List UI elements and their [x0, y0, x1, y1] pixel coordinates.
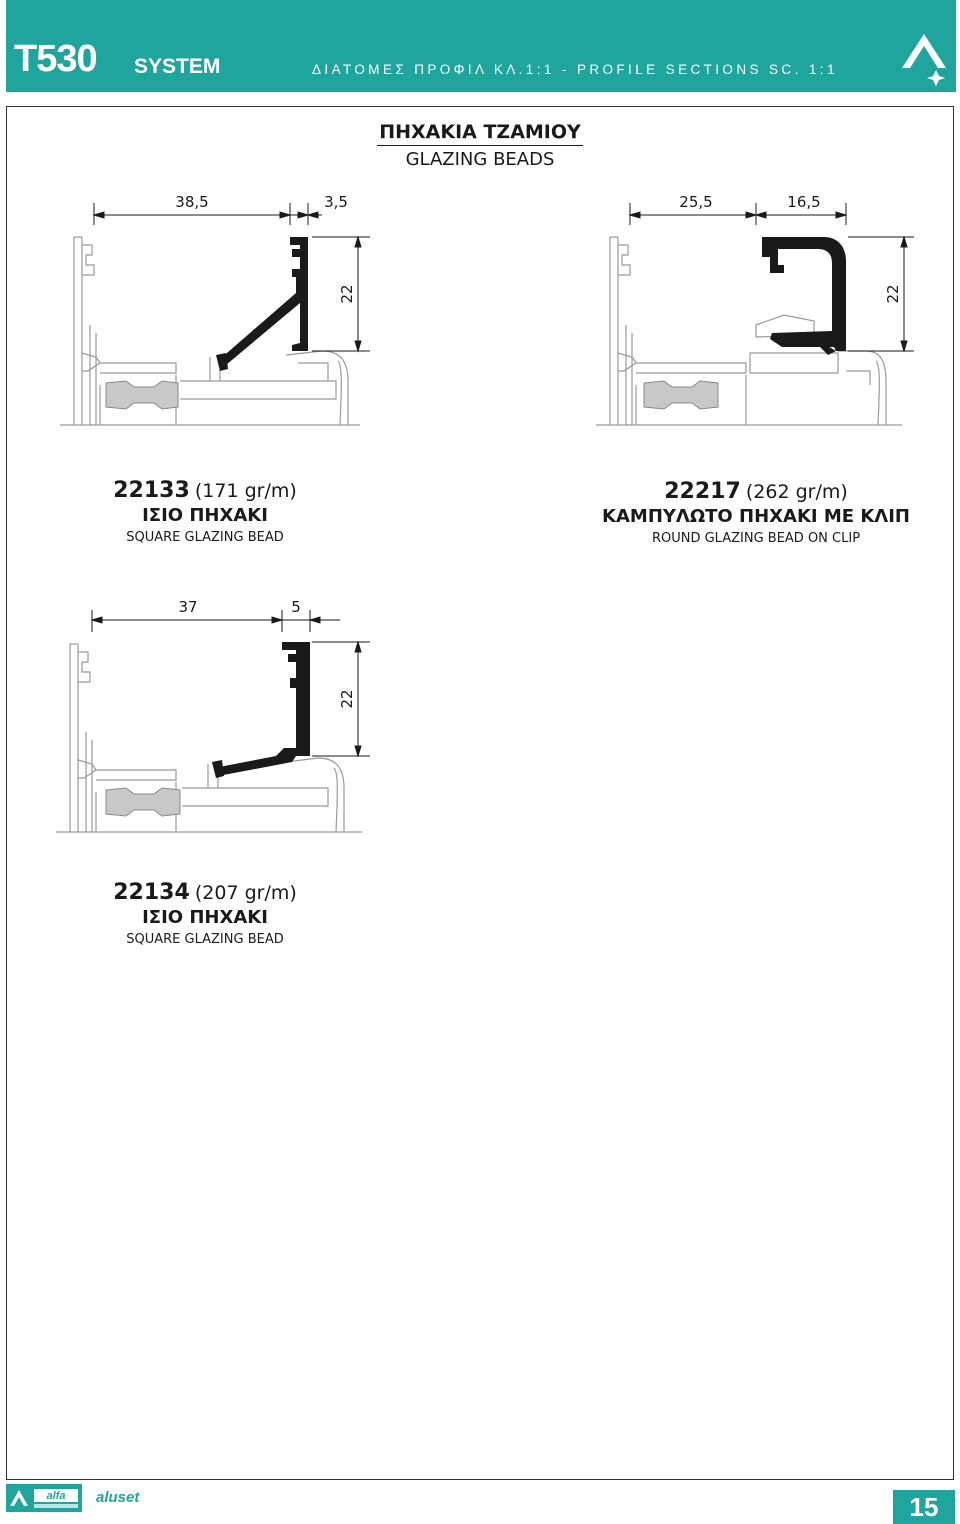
- profile-code: 22134: [113, 880, 190, 905]
- section-title-english: GLAZING BEADS: [405, 149, 555, 170]
- profile-weight: (262 gr/m): [745, 481, 848, 503]
- section-title-greek: ΠΗΧΑΚΙΑ ΤΖΑΜΙΟΥ: [0, 121, 960, 143]
- profile-name-greek: ΙΣΙΟ ΠΗΧΑΚΙ: [142, 505, 268, 526]
- page-number: 15: [893, 1490, 955, 1524]
- profile-caption-22133: [60, 478, 350, 545]
- profile-drawing-22133: [60, 185, 380, 435]
- svg-text:alfa: alfa: [46, 1490, 66, 1502]
- system-model: T530: [14, 38, 97, 80]
- dim-height: 22: [884, 284, 902, 304]
- dim-width-a: 25,5: [679, 193, 713, 211]
- page-subtitle: ΔΙΑΤΟΜΕΣ ΠΡΟΦΙΛ ΚΛ.1:1 - PROFILE SECTIONS SC. 1:1: [312, 62, 838, 77]
- profile-drawing-22217: [596, 185, 926, 435]
- alfa-logo-icon: [6, 1484, 82, 1512]
- profile-drawing-22134: [56, 592, 376, 842]
- profile-name-greek: ΚΑΜΠΥΛΩΤΟ ΠΗΧΑΚΙ ΜΕ ΚΛΙΠ: [602, 506, 910, 527]
- system-label: SYSTEM: [134, 55, 221, 78]
- dim-height: 22: [338, 689, 356, 709]
- company-logo-icon: [894, 30, 954, 86]
- profile-name-english: ROUND GLAZING BEAD ON CLIP: [651, 531, 861, 546]
- profile-caption-22217: [586, 479, 926, 546]
- header-bar: [6, 0, 956, 92]
- dim-width-b: 5: [291, 598, 301, 616]
- profile-name-greek: ΙΣΙΟ ΠΗΧΑΚΙ: [142, 907, 268, 928]
- profile-weight: (207 gr/m): [194, 882, 297, 904]
- dim-width-b: 16,5: [787, 193, 821, 211]
- brand-name: aluset: [96, 1489, 140, 1506]
- profile-caption-22134: [60, 880, 350, 947]
- profile-weight: (171 gr/m): [194, 480, 297, 502]
- dim-height: 22: [338, 284, 356, 304]
- profile-name-english: SQUARE GLAZING BEAD: [126, 932, 284, 947]
- dim-width-a: 37: [178, 598, 198, 616]
- dim-width-a: 38,5: [175, 193, 209, 211]
- profile-code: 22217: [664, 479, 741, 504]
- dim-width-b: 3,5: [324, 193, 348, 211]
- profile-code: 22133: [113, 478, 190, 503]
- profile-name-english: SQUARE GLAZING BEAD: [126, 530, 284, 545]
